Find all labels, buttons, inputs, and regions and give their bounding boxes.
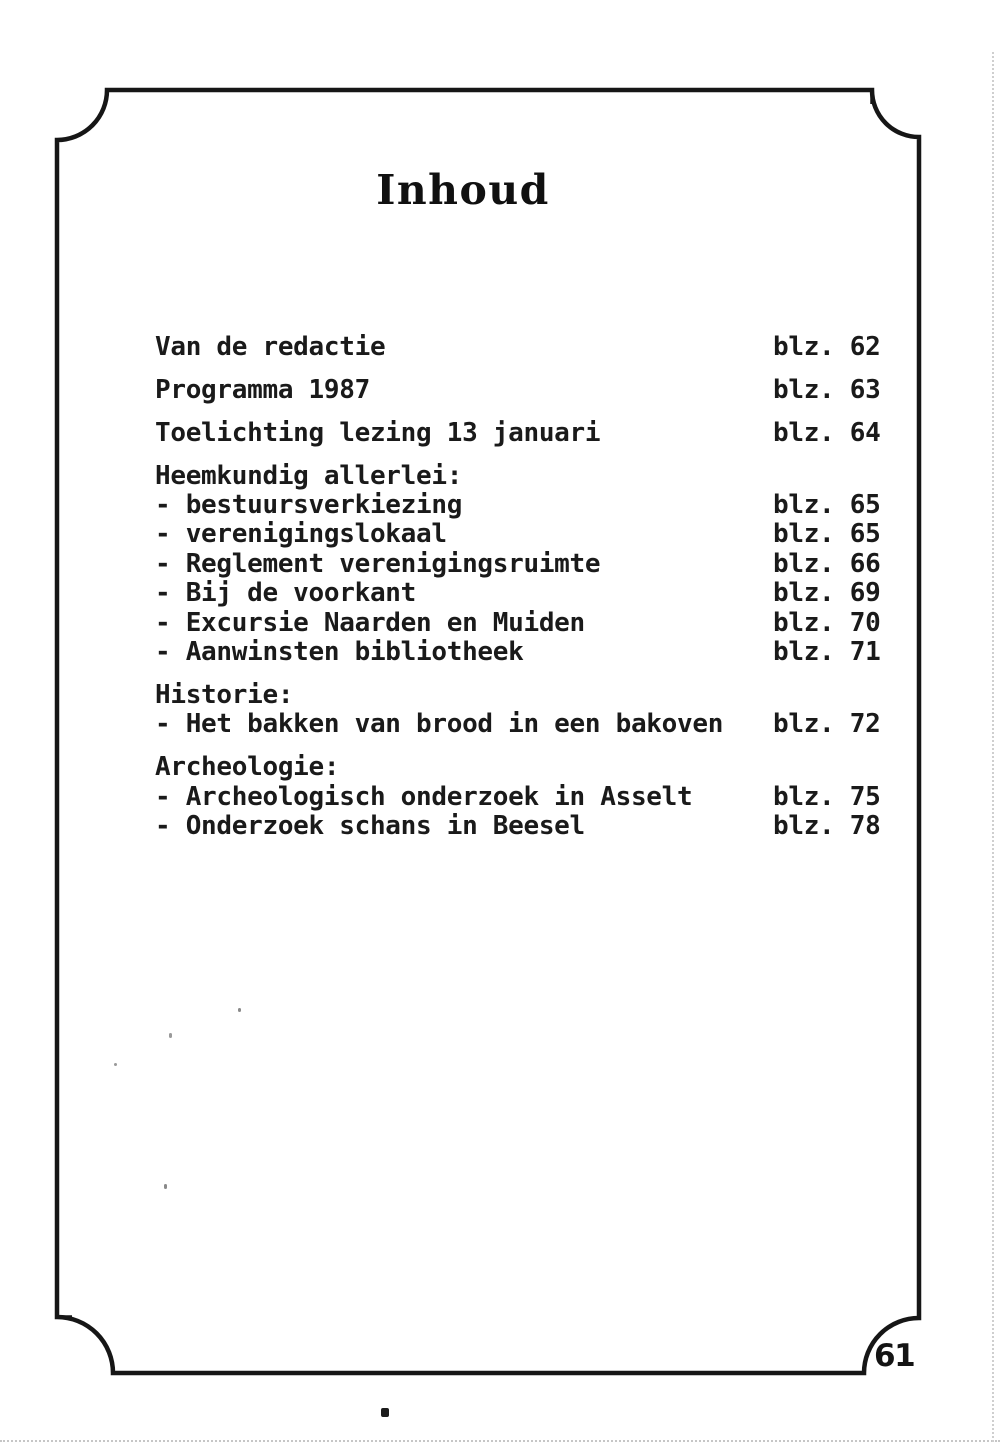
toc-entry-page: blz. 64 bbox=[773, 417, 881, 448]
toc-entry-label: - Reglement verenigingsruimte bbox=[155, 548, 601, 579]
toc-entry-page: blz. 75 bbox=[773, 781, 881, 812]
toc-list bbox=[155, 333, 895, 855]
toc-entry-label: - bestuursverkiezing bbox=[155, 490, 463, 521]
toc-entry-page: blz. 65 bbox=[773, 490, 881, 521]
toc-entry bbox=[155, 579, 895, 608]
toc-entry-label: Van de redactie bbox=[155, 332, 386, 362]
toc-entry bbox=[155, 520, 895, 549]
page-number: 61 bbox=[874, 1338, 915, 1374]
toc-section bbox=[155, 376, 895, 405]
toc-section bbox=[155, 333, 895, 362]
toc-entry-label: - Onderzoek schans in Beesel bbox=[155, 810, 585, 841]
toc-entry-page: blz. 62 bbox=[773, 332, 881, 362]
toc-entry bbox=[155, 609, 895, 638]
toc-section-header: Heemkundig allerlei: bbox=[155, 460, 463, 491]
toc-entry-label: - verenigingslokaal bbox=[155, 519, 447, 550]
scan-edge-artifact bbox=[992, 52, 994, 1442]
toc-entry bbox=[155, 550, 895, 579]
toc-entry-page: blz. 63 bbox=[773, 374, 881, 405]
toc-entry-page: blz. 72 bbox=[773, 709, 881, 740]
toc-entry bbox=[155, 783, 895, 812]
toc-entry bbox=[155, 491, 895, 520]
toc-entry-label: Programma 1987 bbox=[155, 374, 370, 405]
toc-entry-page: blz. 71 bbox=[773, 637, 881, 668]
toc-section bbox=[155, 419, 895, 448]
toc-section-header: Archeologie: bbox=[155, 752, 340, 783]
toc-entry-page: blz. 70 bbox=[773, 607, 881, 638]
toc-entry-label: Toelichting lezing 13 januari bbox=[155, 417, 601, 448]
toc-entry-label: - Excursie Naarden en Muiden bbox=[155, 607, 585, 638]
toc-section bbox=[155, 753, 895, 841]
toc-entry-label: - Bij de voorkant bbox=[155, 578, 417, 609]
toc-section bbox=[155, 681, 895, 740]
toc-entry bbox=[155, 638, 895, 667]
toc-entry bbox=[155, 333, 895, 362]
toc-entry-page: blz. 66 bbox=[773, 548, 881, 579]
toc-section-header: Historie: bbox=[155, 679, 294, 710]
scan-speck bbox=[169, 1033, 172, 1038]
toc-entry-label: - Het bakken van brood in een bakoven bbox=[155, 709, 724, 740]
scan-edge-artifact bbox=[0, 1440, 1000, 1442]
toc-entry bbox=[155, 419, 895, 448]
toc-section bbox=[155, 462, 895, 668]
toc-entry bbox=[155, 710, 895, 739]
toc-entry bbox=[155, 812, 895, 841]
scan-speck bbox=[381, 1408, 389, 1417]
toc-entry-page: blz. 69 bbox=[773, 578, 881, 609]
scan-speck bbox=[238, 1008, 241, 1012]
page-title: Inhoud bbox=[376, 166, 550, 214]
toc-entry-page: blz. 78 bbox=[773, 810, 881, 841]
scan-speck bbox=[114, 1063, 117, 1066]
toc-entry-page: blz. 65 bbox=[773, 519, 881, 550]
toc-entry-label: - Aanwinsten bibliotheek bbox=[155, 637, 524, 668]
scan-speck bbox=[164, 1184, 167, 1189]
toc-entry bbox=[155, 376, 895, 405]
toc-entry-label: - Archeologisch onderzoek in Asselt bbox=[155, 781, 693, 812]
